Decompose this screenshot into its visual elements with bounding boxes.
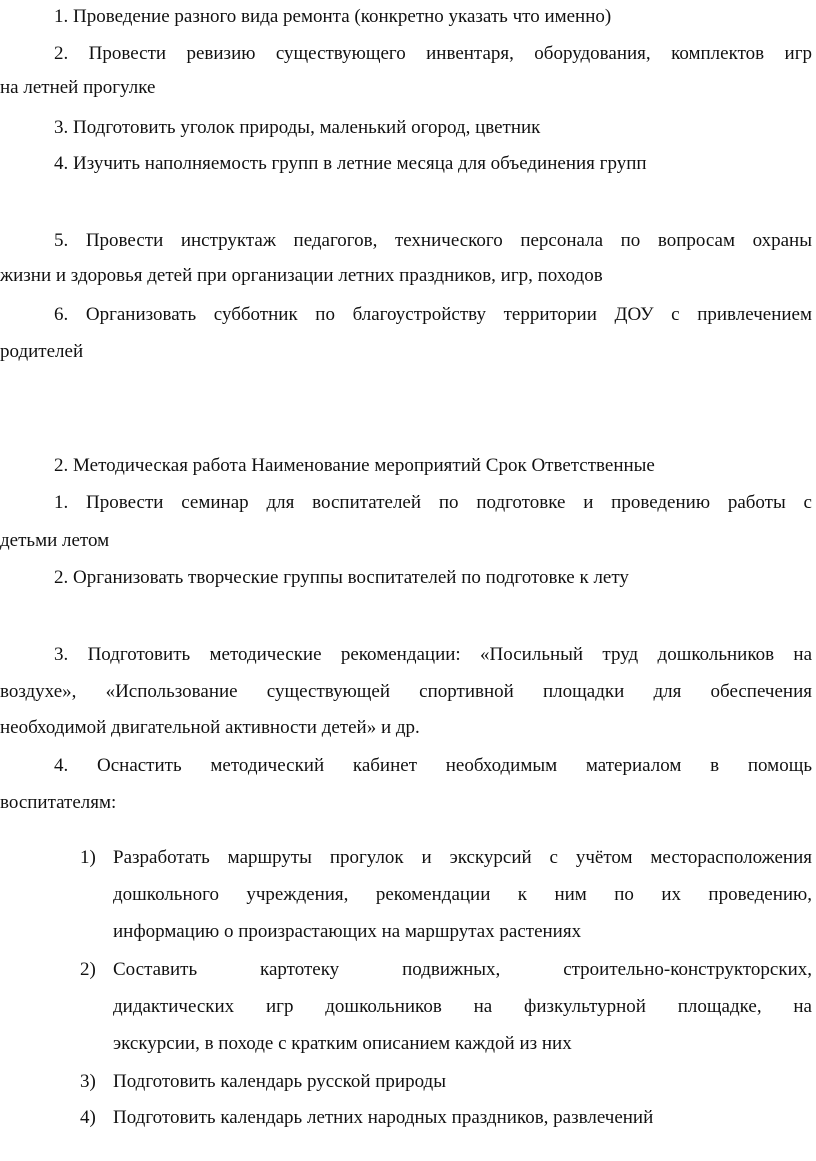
- item-3-text: 3. Подготовить уголок природы, маленький огород, цветник: [54, 117, 541, 138]
- subitem-1-line-3: информацию о произрастающих на маршрутах растениях: [113, 921, 582, 942]
- item-5-line-2: жизни и здоровья детей при организации летних праздников, игр, походов: [0, 265, 603, 286]
- s2-item-1-line-1: 1. Провести семинар для воспитателей по подготовке и проведению работы с: [54, 492, 812, 513]
- s2-item-2-text: 2. Организовать творческие группы воспитателей по подготовке к лету: [54, 567, 629, 588]
- item-6-line-1: 6. Организовать субботник по благоустройству территории ДОУ с привлечением: [54, 304, 812, 325]
- subitem-1-line-1: Разработать маршруты прогулок и экскурсий с учётом месторасположения: [113, 847, 812, 868]
- subitem-3-number: 3): [80, 1071, 96, 1092]
- item-2-line-1: 2. Провести ревизию существующего инвентаря, оборудования, комплектов игр: [54, 43, 812, 64]
- subitem-2-line-1: Составить картотеку подвижных, строительно-конструкторских,: [113, 959, 812, 980]
- subitem-1-number: 1): [80, 847, 96, 868]
- s2-item-3-line-3: необходимой двигательной активности детей» и др.: [0, 717, 420, 738]
- s2-item-3-line-1: 3. Подготовить методические рекомендации: «Посильный труд дошкольников на: [54, 644, 812, 665]
- item-6-line-2: родителей: [0, 341, 84, 362]
- s2-item-4-line-1: 4. Оснастить методический кабинет необходимым материалом в помощь: [54, 755, 812, 776]
- s2-item-4-line-2: воспитателям:: [0, 792, 117, 813]
- subitem-3-text: Подготовить календарь русской природы: [113, 1071, 446, 1092]
- subitem-2-number: 2): [80, 959, 96, 980]
- subitem-2-line-2: дидактических игр дошкольников на физкультурной площадке, на: [113, 996, 812, 1017]
- s2-item-3-line-2: воздухе», «Использование существующей спортивной площадки для обеспечения: [0, 681, 812, 702]
- section-2-heading: 2. Методическая работа Наименование мероприятий Срок Ответственные: [54, 455, 655, 476]
- subitem-1-line-2: дошкольного учреждения, рекомендации к ним по их проведению,: [113, 884, 812, 905]
- subitem-4-text: Подготовить календарь летних народных праздников, развлечений: [113, 1107, 654, 1128]
- subitem-2-line-3: экскурсии, в походе с кратким описанием каждой из них: [113, 1033, 572, 1054]
- item-4-text: 4. Изучить наполняемость групп в летние месяца для объединения групп: [54, 153, 647, 174]
- item-1-text: 1. Проведение разного вида ремонта (конкретно указать что именно): [54, 6, 612, 27]
- subitem-4-number: 4): [80, 1107, 96, 1128]
- item-5-line-1: 5. Провести инструктаж педагогов, технического персонала по вопросам охраны: [54, 230, 812, 251]
- s2-item-1-line-2: детьми летом: [0, 530, 110, 551]
- item-2-line-2: на летней прогулке: [0, 77, 156, 98]
